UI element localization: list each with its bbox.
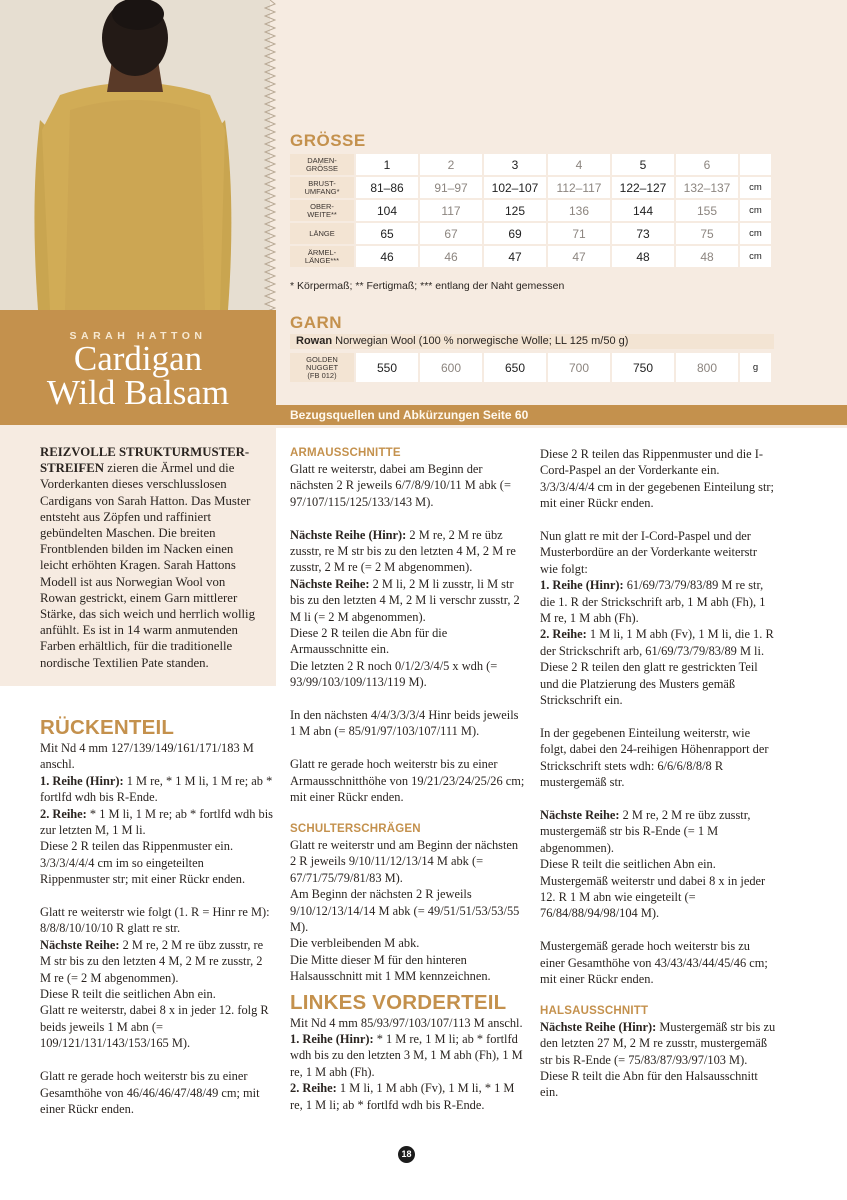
row-header: DAMEN- GRÖSSE — [290, 154, 354, 175]
paragraph: Diese R teilt die seitlichen Abn ein. — [40, 987, 216, 1002]
paragraph: Nun glatt re mit der I-Cord-Paspel und der Musterbordüre an der Vorderkante weiterstr wie folgt: — [540, 529, 757, 576]
paragraph: In den nächsten 4/4/3/3/3/4 Hinr beids jeweils 1 M abn (= 85/91/97/103/107/111 M). — [290, 708, 519, 739]
paragraph: Nächste Reihe (Hinr): Mustergemäß str bis zu den letzten 27 M, 2 M re zusstr, mustergemäß str bis R-Ende (= 75/83/87/93/97/103 M). — [540, 1019, 776, 1067]
paragraph: Diese R teilt die Abn für den Halsausschnitt ein. — [540, 1068, 758, 1100]
size-cell: 132–137 — [676, 177, 738, 198]
size-cell: 6 — [676, 154, 738, 175]
size-cell: 67 — [420, 223, 482, 244]
unit-cell: cm — [740, 177, 771, 198]
paragraph: Die Mitte dieser M für den hinteren Halsausschnitt mit 1 MM kennzeichnen. — [290, 952, 491, 984]
paragraph: Glatt re gerade hoch weiterstr bis zu einer Armausschnitthöhe von 19/21/23/24/25/26 cm; mit einer Rückr enden. — [290, 757, 525, 805]
size-row — [290, 246, 771, 267]
paragraph: Mustergemäß weiterstr und dabei 8 x in jeder 12. R 1 M abn wie eingeteilt (= 76/84/88/94/98/104 M). — [540, 873, 766, 921]
size-cell: 75 — [676, 223, 738, 244]
paragraph: Glatt re weiterstr, dabei am Beginn der nächsten 2 R jeweils 6/7/8/9/10/11 M abk (= 97/107/115/125/133/143 M). — [290, 462, 511, 509]
title-line-1: Cardigan — [73, 339, 203, 378]
yarn-cell: 550 — [356, 353, 418, 382]
yarn-cell: 600 — [420, 353, 482, 382]
size-row — [290, 154, 771, 175]
size-cell: 3 — [484, 154, 546, 175]
sizes-heading: GRÖSSE — [290, 131, 366, 150]
model-photo — [0, 0, 270, 310]
yarn-brand: Rowan — [296, 335, 333, 347]
size-row — [290, 177, 771, 198]
paragraph: 2. Reihe: * 1 M li, 1 M re; ab * fortlfd wdh bis zur letzten M, 1 M li. — [40, 806, 273, 838]
section-heading-armausschnitte: ARMAUSSCHNITTE — [290, 447, 401, 459]
size-cell: 5 — [612, 154, 674, 175]
size-cell: 125 — [484, 200, 546, 221]
size-cell: 144 — [612, 200, 674, 221]
row-header: BRUST- UMFANG* — [290, 177, 354, 198]
size-cell: 4 — [548, 154, 610, 175]
paragraph: 2. Reihe: 1 M li, 1 M abh (Fv), 1 M li, * 1 M re, 1 M li; ab * fortlfd wdh bis R-Ende. — [290, 1081, 515, 1112]
size-cell: 46 — [420, 246, 482, 267]
column-2 — [290, 446, 526, 1113]
paragraph: Nächste Reihe (Hinr): 2 M re, 2 M re übz zusstr, re M str bis zu den letzten 4 M, 2 M re zusstr, 2 M re (= 2 M abgenommen). — [290, 527, 516, 575]
yarn-cell: 750 — [612, 353, 674, 382]
paragraph: 3/3/3/4/4/4 cm im so eingeteilten Rippenmuster str; mit einer Rückr enden. — [40, 855, 246, 887]
size-cell: 155 — [676, 200, 738, 221]
size-row — [290, 223, 771, 244]
paragraph: Diese R teilt die seitlichen Abn ein. — [540, 857, 716, 872]
size-cell: 71 — [548, 223, 610, 244]
yarn-details: Norwegian Wool (100 % norwegische Wolle; LL 125 m/50 g) — [332, 335, 629, 347]
yarn-cell: 800 — [676, 353, 738, 382]
size-cell: 122–127 — [612, 177, 674, 198]
paragraph: 1. Reihe (Hinr): * 1 M re, 1 M li; ab * fortlfd wdh bis zu den letzten 3 M, 1 M abh (Fh), 1 M re, 1 M abh (Fh). — [290, 1031, 523, 1079]
size-cell: 69 — [484, 223, 546, 244]
unit-cell: cm — [740, 200, 771, 221]
paragraph: Mit Nd 4 mm 127/139/149/161/171/183 M anschl. — [40, 741, 254, 772]
paragraph: 3/3/3/4/4/4 cm in der gegebenen Einteilung str; mit einer Rückr enden. — [540, 479, 774, 511]
size-cell: 91–97 — [420, 177, 482, 198]
size-cell: 73 — [612, 223, 674, 244]
size-cell: 102–107 — [484, 177, 546, 198]
size-cell: 117 — [420, 200, 482, 221]
paragraph: Am Beginn der nächsten 2 R jeweils 9/10/12/13/14/14 M abk (= 49/51/51/53/53/55 M). — [290, 887, 520, 934]
unit-cell: cm — [740, 223, 771, 244]
size-row — [290, 200, 771, 221]
source-bar: Bezugsquellen und Abkürzungen Seite 60 — [276, 405, 847, 425]
yarn-cell: 700 — [548, 353, 610, 382]
paragraph: Mustergemäß gerade hoch weiterstr bis zu einer Gesamthöhe von 43/43/43/44/45/46 cm; mit einer Rückr enden. — [540, 939, 768, 986]
model-illustration — [0, 0, 270, 310]
size-cell: 1 — [356, 154, 418, 175]
title-block — [0, 310, 276, 425]
intro-lead: REIZVOLLE STRUKTURMUSTER-STREIFEN — [40, 445, 250, 476]
paragraph: Nächste Reihe: 2 M re, 2 M re übz zusstr, mustergemäß str bis R-Ende (= 1 M abgenommen). — [540, 807, 751, 855]
paragraph: Diese 2 R teilen das Rippenmuster ein. — [40, 839, 234, 854]
unit-cell: cm — [740, 246, 771, 267]
page-number: 18 — [398, 1146, 415, 1163]
size-cell: 136 — [548, 200, 610, 221]
paragraph: Diese 2 R teilen das Rippenmuster und die I-Cord-Paspel an der Vorderkante ein. — [540, 447, 763, 478]
paragraph: In der gegebenen Einteilung weiterstr, wie folgt, dabei den 24-reihigen Höhenrapport der Strickschrift stets wdh: 6/6/6/8/8/8 R mustergemäß str. — [540, 725, 769, 790]
paragraph: Glatt re weiterstr, dabei 8 x in jeder 12. folg R beids jeweils 1 M abn (= 109/121/131/143/153/165 M). — [40, 1003, 269, 1051]
section-heading-halsausschnitt: HALSAUSSCHNITT — [540, 1004, 649, 1017]
paragraph: Diese 2 R teilen den glatt re gestrickten Teil und die Platzierung des Musters gemäß Strickschrift ein. — [540, 660, 758, 708]
size-cell: 81–86 — [356, 177, 418, 198]
author-name: SARAH HATTON — [69, 330, 207, 342]
size-cell: 2 — [420, 154, 482, 175]
row-header: LÄNGE — [290, 223, 354, 244]
size-cell: 48 — [612, 246, 674, 267]
size-cell: 47 — [484, 246, 546, 267]
yarn-cell: 650 — [484, 353, 546, 382]
paragraph: Nächste Reihe: 2 M re, 2 M re übz zusstr, re M str bis zu den letzten 4 M, 2 M re zusstr, 2 M re (= 2 M abgenommen). — [40, 937, 264, 985]
paragraph: Die letzten 2 R noch 0/1/2/3/4/5 x wdh (= 93/99/103/109/113/119 M). — [290, 658, 498, 690]
color-header: GOLDEN NUGGET (FB 012) — [290, 353, 354, 382]
yarn-table — [288, 351, 773, 384]
row-header: OBER- WEITE** — [290, 200, 354, 221]
section-heading-schulterschraegen: SCHULTERSCHRÄGEN — [290, 822, 421, 835]
paragraph: Glatt re weiterstr und am Beginn der nächsten 2 R jeweils 9/10/11/12/13/14 M abk (= 67/71/75/79/81/83 M). — [290, 837, 519, 885]
section-heading-linkes-vorderteil: LINKES VORDERTEIL — [290, 990, 507, 1014]
size-footnote: * Körpermaß; ** Fertigmaß; *** entlang der Naht gemessen — [290, 280, 565, 292]
row-header: ÄRMEL- LÄNGE*** — [290, 246, 354, 267]
title-line-2: Wild Balsam — [46, 373, 230, 412]
paragraph: Mit Nd 4 mm 85/93/97/103/107/113 M anschl. — [290, 1015, 523, 1030]
size-cell: 104 — [356, 200, 418, 221]
intro-text — [0, 428, 276, 686]
size-table — [288, 152, 773, 269]
intro-body: zieren die Ärmel und die Vorderkanten dieses verschlusslosen Cardigans von Sarah Hatton. Das Muster entsteht aus Zöpfen und raffiniert gebündelten Maschen. Die breiten Frontblenden bilden im Nacken einen leicht erhöhten Kragen. Sarah Hattons Modell ist aus Norwegian Wool von Rowan gestrickt, einem Garn mittlerer Stärke, das sich weich und herrlich wollig anfühlt. Es ist in 14 warm anmutenden Farben erhältlich, für die traditionelle nordische Textilien Pate standen. — [40, 461, 256, 670]
paragraph: 1. Reihe (Hinr): 1 M re, * 1 M li, 1 M re; ab * fortlfd wdh bis R-Ende. — [40, 773, 273, 805]
column-3 — [540, 446, 776, 1101]
paragraph: Glatt re gerade hoch weiterstr bis zu einer Gesamthöhe von 46/46/46/47/48/49 cm; mit einer Rückr enden. — [40, 1069, 260, 1116]
yarn-heading: GARN — [290, 313, 343, 332]
unit-cell — [740, 154, 771, 175]
column-1 — [40, 716, 276, 1117]
yarn-description — [290, 334, 774, 349]
paragraph: Glatt re weiterstr wie folgt (1. R = Hinr re M): 8/8/8/10/10/10 R glatt re str. — [40, 905, 270, 936]
size-cell: 112–117 — [548, 177, 610, 198]
size-cell: 65 — [356, 223, 418, 244]
paragraph: Nächste Reihe: 2 M li, 2 M li zusstr, li M str bis zu den letzten 4 M, 2 M li verschr zusstr, 2 M li (= 2 M abgenommen). — [290, 576, 520, 624]
paragraph: Diese 2 R teilen die Abn für die Armausschnitte ein. — [290, 626, 448, 657]
size-cell: 47 — [548, 246, 610, 267]
paragraph: 1. Reihe (Hinr): 61/69/73/79/83/89 M re str, die 1. R der Strickschrift arb, 1 M abh (Fh), 1 M re, 1 M abh (Fh). — [540, 578, 766, 626]
section-heading-rueckenteil: RÜCKENTEIL — [40, 716, 175, 739]
paragraph: 2. Reihe: 1 M li, 1 M abh (Fv), 1 M li, die 1. R der Strickschrift arb, 61/69/73/79/83/89 M li. — [540, 627, 774, 658]
size-cell: 46 — [356, 246, 418, 267]
pattern-title — [0, 339, 276, 412]
size-cell: 48 — [676, 246, 738, 267]
unit-cell: g — [740, 353, 771, 382]
yarn-row — [290, 353, 771, 382]
paragraph: Die verbleibenden M abk. — [290, 936, 420, 951]
